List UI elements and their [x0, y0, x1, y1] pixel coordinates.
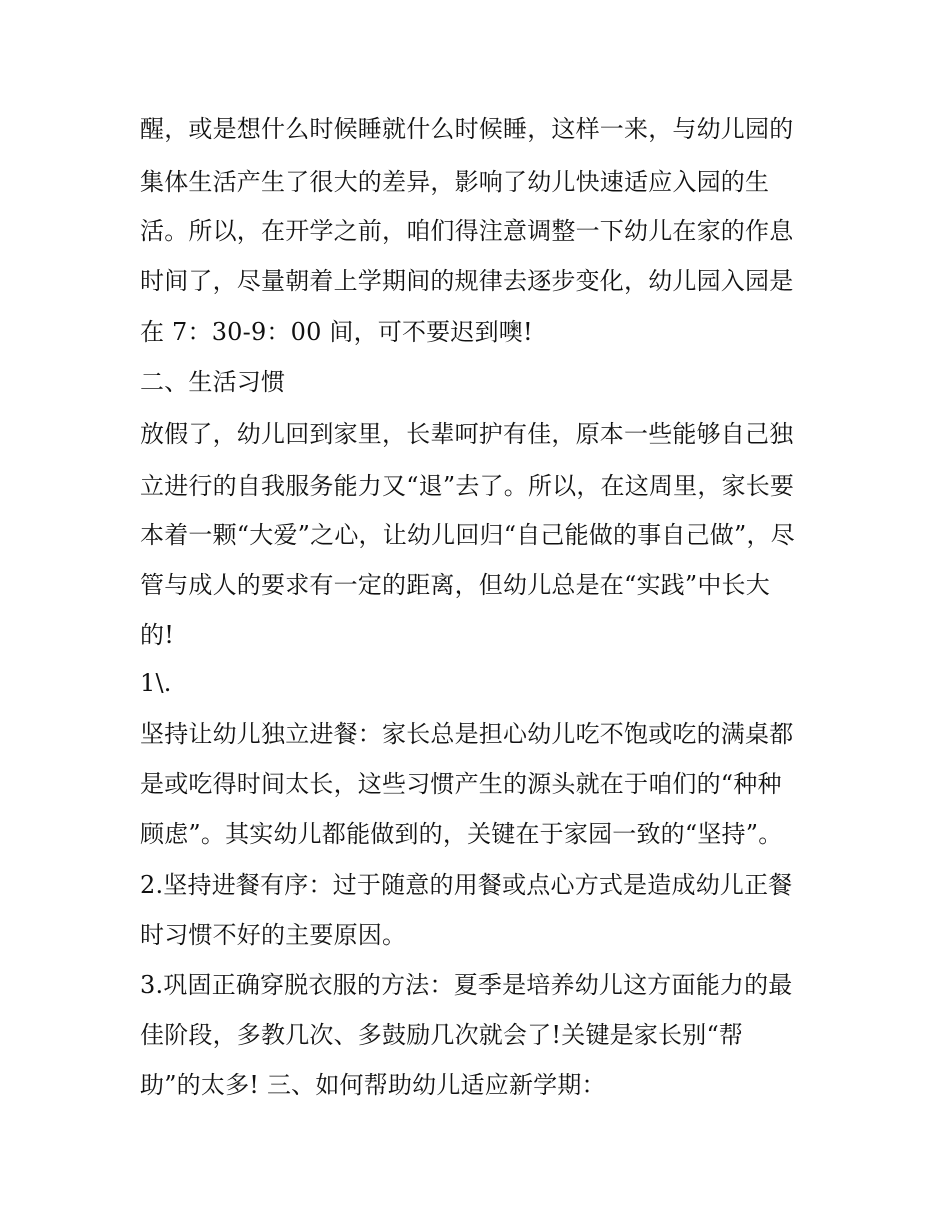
list-marker: 1\. — [140, 669, 172, 697]
text-line: 2.坚持进餐有序：过于随意的用餐或点心方式是造成幼儿正餐 — [140, 871, 793, 899]
text-line: 醒，或是想什么时候睡就什么时候睡，这样一来，与幼儿园的 — [140, 115, 794, 143]
text-line: 是或吃得时间太长，这些习惯产生的源头就在于咱们的“种种 — [140, 770, 782, 798]
text-line: 时习惯不好的主要原因。 — [140, 921, 407, 949]
text-line: 助”的太多! 三、如何帮助幼儿适应新学期： — [140, 1071, 606, 1099]
text-line: 在 7：30-9：00 间，可不要迟到噢! — [140, 318, 533, 346]
text-line: 顾虑”。其实幼儿都能做到的，关键在于家园一致的“坚持”。 — [140, 820, 783, 848]
section-heading: 二、生活习惯 — [140, 368, 286, 396]
text-line: 管与成人的要求有一定的距离，但幼儿总是在“实践”中长大 — [140, 571, 770, 599]
text-line: 坚持让幼儿独立进餐：家长总是担心幼儿吃不饱或吃的满桌都 — [140, 720, 794, 748]
text-line: 本着一颗“大爱”之心，让幼儿回归“自己能做的事自己做”，尽 — [140, 521, 795, 549]
text-line: 立进行的自我服务能力又“退”去了。所以，在这周里，家长要 — [140, 472, 795, 500]
text-line: 时间了，尽量朝着上学期间的规律去逐步变化，幼儿园入园是 — [140, 267, 794, 295]
text-line: 佳阶段，多教几次、多鼓励几次就会了!关键是家长别“帮 — [140, 1021, 744, 1049]
text-line: 的! — [140, 621, 175, 649]
text-line: 放假了，幼儿回到家里，长辈呵护有佳，原本一些能够自己独 — [140, 420, 794, 448]
text-line: 集体生活产生了很大的差异，影响了幼儿快速适应入园的生 — [140, 168, 770, 196]
text-line: 活。所以，在开学之前，咱们得注意调整一下幼儿在家的作息 — [140, 217, 794, 245]
text-line: 3.巩固正确穿脱衣服的方法：夏季是培养幼儿这方面能力的最 — [140, 971, 793, 999]
